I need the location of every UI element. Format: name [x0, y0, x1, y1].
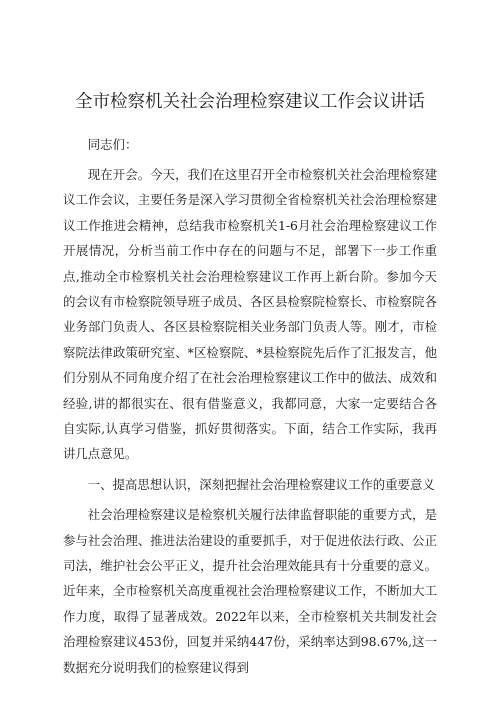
section-paragraph: 社会治理检察建议是检察机关履行法律监督职能的重要方式，是参与社会治理、推进法治建设的重要抓手，对于促进依法行政、公正司法，维护社会公平正义，提升社会治理效能具有十分重要的意义。近年来，全市检察机关高度重视社会治理检察建议工作，不断加大工作力度，取得了显著成效。2022年以来，全市检察机关共制发社会治理检察建议453份，回复并采纳447份，采纳率达到98.67%,这一数据充分说明我们的检察建议得到 [63, 507, 437, 675]
salutation: 同志们： [87, 137, 138, 152]
document-body [63, 132, 437, 680]
document-title: 全市检察机关社会治理检察建议工作会议讲话 [75, 92, 425, 112]
section-heading: 一、提高思想认识，深刻把握社会治理检察建议工作的重要意义 [87, 476, 435, 492]
opening-paragraph: 现在开会。今天，我们在这里召开全市检察机关社会治理检察建议工作会议，主要任务是深入学习贯彻全省检察机关社会治理检察建议工作推进会精神，总结我市检察机关1-6月社会治理检察建议工作开展情况，分析当前工作中存在的问题与不足，部署下一步工作重点,推动全市检察机关社会治理检察建议工作再上新台阶。参加今天的会议有市检察院领导班子成员、各区县检察院检察长、市检察院各业务部门负责人、各区县检察院相关业务部门负责人等。刚才，市检察院法律政策研究室、*区检察院、*县检察院先后作了汇报发言，他们分别从不同角度介绍了在社会治理检察建议工作中的做法、成效和经验,讲的都很实在、很有借鉴意义，我都同意，大家一定要结合各自实际,认真学习借鉴，抓好贯彻落实。下面，结合工作实际，我再讲几点意见。 [63, 166, 437, 462]
